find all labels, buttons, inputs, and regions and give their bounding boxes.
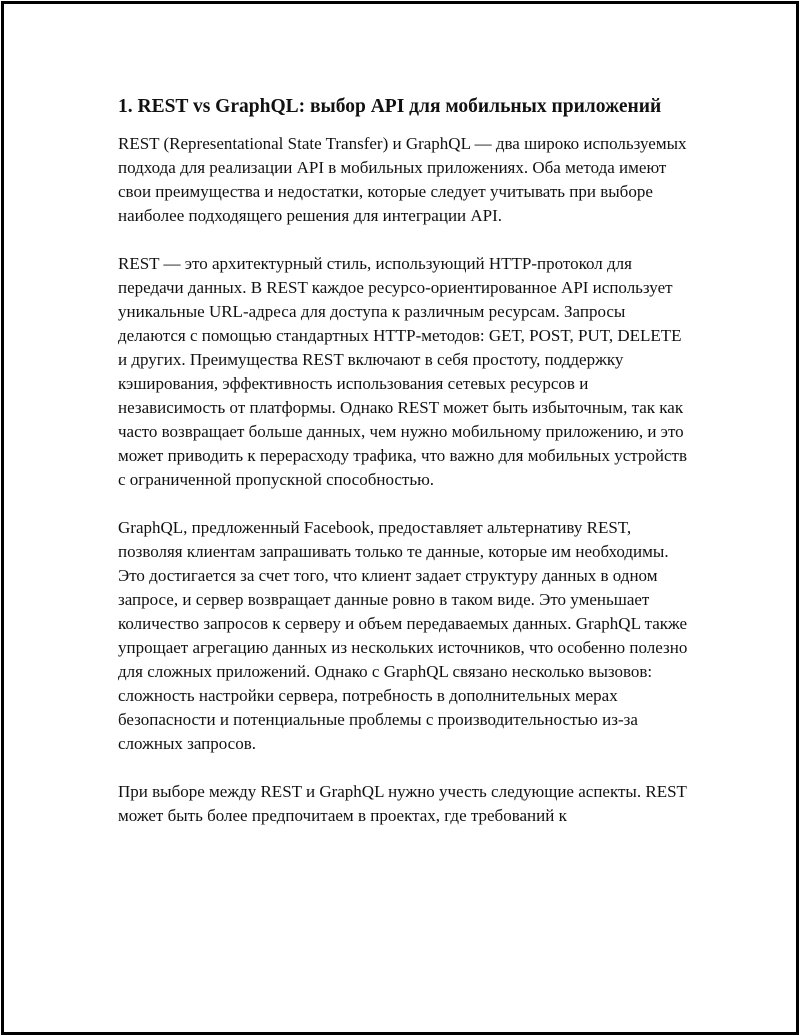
paragraph-comparison: При выборе между REST и GraphQL нужно учесть следующие аспекты. REST может быть более предпочитаем в проектах, где требований к	[118, 782, 687, 825]
paragraph-rest: REST — это архитектурный стиль, использующий HTTP-протокол для передачи данных. В REST каждое ресурсо-ориентированное API использует уникальные URL-адреса для доступа к различным ресурсам. Запросы делаются с помощью стандартных HTTP-методов: GET, POST, PUT, DELETE и других. Преимущества REST включают в себя простоту, поддержку кэширования, эффективность использования сетевых ресурсов и независимость от платформы. Однако REST может быть избыточным, так как часто возвращает больше данных, чем нужно мобильному приложению, и это может приводить к перерасходу трафика, что важно для мобильных устройств с ограниченной пропускной способностью.	[118, 254, 687, 489]
section-heading: 1. REST vs GraphQL: выбор API для мобильных приложений	[118, 96, 662, 117]
document-body	[118, 94, 688, 852]
paragraph-graphql: GraphQL, предложенный Facebook, предоставляет альтернативу REST, позволяя клиентам запрашивать только те данные, которые им необходимы. Это достигается за счет того, что клиент задает структуру данных в одном запросе, и сервер возвращает данные ровно в таком виде. Это уменьшает количество запросов к серверу и объем передаваемых данных. GraphQL также упрощает агрегацию данных из нескольких источников, что особенно полезно для сложных приложений. Однако с GraphQL связано несколько вызовов: сложность настройки сервера, потребность в дополнительных мерах безопасности и потенциальные проблемы с производительностью из-за сложных запросов.	[118, 518, 688, 753]
paragraph-intro: REST (Representational State Transfer) и GraphQL — два широко используемых подхода для реализации API в мобильных приложениях. Оба метода имеют свои преимущества и недостатки, которые следует учитывать при выборе наиболее подходящего решения для интеграции API.	[118, 134, 687, 225]
